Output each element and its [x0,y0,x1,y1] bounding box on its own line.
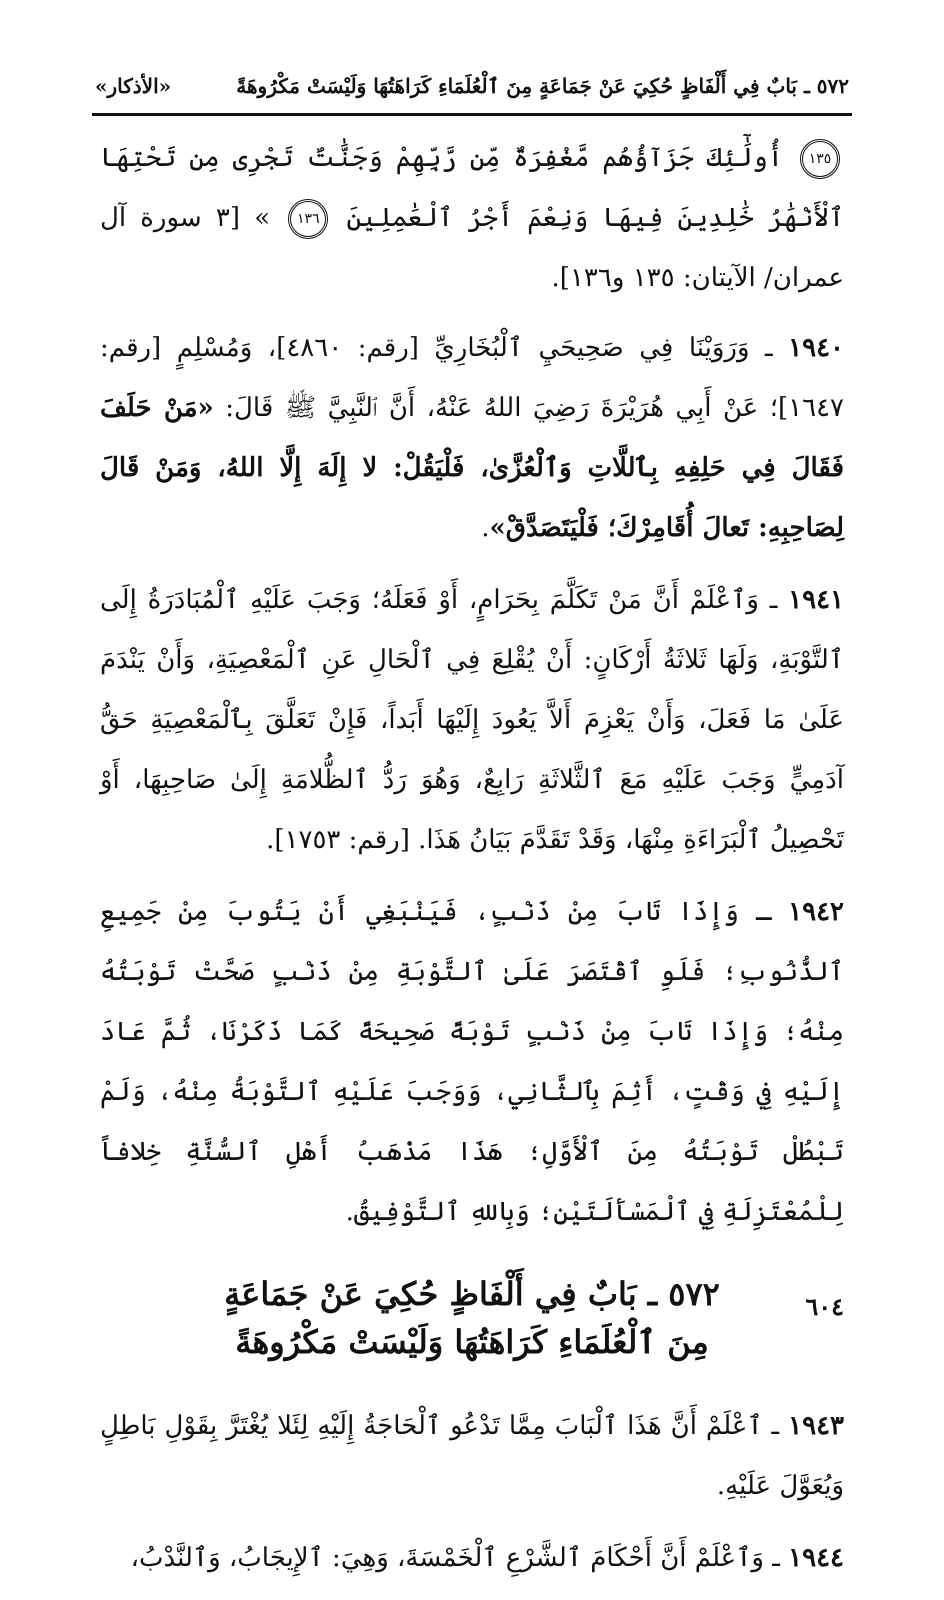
paragraph-1943 [100,1396,844,1516]
book-running-title: «الأذكار» [95,74,172,98]
section-heading-line-2: مِنَ ٱلْعُلَمَاءِ كَرَاهَتُهَا وَلَيْسَتْ مَكْرُوهَةً [235,1323,709,1361]
aya-number-marker: ١٣٦ [288,199,328,239]
paragraph-number: ١٩٤١ [788,585,844,615]
paragraph-number: ١٩٤٢ [788,897,844,927]
paragraph-1942 [100,882,844,1242]
paragraph-text: ـ وَٱعْلَمْ أَنَّ مَنْ تَكَلَّمَ بِحَرَامٍ، أَوْ فَعَلَهُ؛ وَجَبَ عَلَيْهِ ٱلْمُبَادَرَةُ إِلَى ٱلتَّوْبَةِ، وَلَهَا ثَلاثَةُ أَرْكَانٍ: أَنْ يُقْلِعَ فِي ٱلْحَالِ عَنِ ٱلْمَعْصِيَةِ، وَأَنْ يَنْدَمَ عَلَىٰ مَا فَعَلَ، وَأَنْ يَعْزِمَ أَلاَّ يَعُودَ إِلَيْهَا أَبَداً، فَإِنْ تَعَلَّقَ بِٱلْمَعْصِيَةِ حَقُّ آدَمِيٍّ وَجَبَ عَلَيْهِ مَعَ ٱلثَّلاثَةِ رَابِعٌ، وَهُوَ رَدُّ ٱلظُّلامَةِ إِلَىٰ صَاحِبِهَا، أَوْ تَحْصِيلُ ٱلْبَرَاءَةِ مِنْهَا، وَقَدْ تَقَدَّمَ بَيَانُ هَذَا. [رقم: ١٧٥٣]. [100,585,844,855]
paragraph-1944 [100,1528,844,1588]
verse-reference: » [٣ سورة آل عمران/ الآيتان: ١٣٥ و١٣٦]. [100,203,844,293]
page-number: ٦٠٤ [805,1292,844,1321]
chapter-running-title: ٥٧٢ ـ بَابٌ فِي أَلْفَاظٍ حُكِيَ عَنْ جَمَاعَةٍ مِنَ ٱلْعُلَمَاءِ كَرَاهَتُهَا وَلَيْسَتْ مَكْرُوهَةً [236,74,849,98]
paragraph-1941 [100,570,844,870]
paragraph-number: ١٩٤٤ [788,1543,844,1573]
paragraph-text: ـ وَرَوَيْنَا فِي صَحِيحَيِ ٱلْبُخَارِيِّ [رقم: ٤٨٦٠]، وَمُسْلِمٍ [رقم: ١٦٤٧]؛ عَنْ أَبِي هُرَيْرَةَ رَضِيَ اللهُ عَنْهُ، أَنَّ ٱلنَّبِيَّ ﷺ قَالَ: [100,333,844,423]
hadith-quote: «مَنْ حَلَفَ فَقَالَ فِي حَلِفِهِ بِٱللَّاتِ وَٱلْعُزَّىٰ، فَلْيَقُلْ: لا إِلَهَ إِلَّا اللهُ، وَمَنْ قَالَ لِصَاحِبِهِ: تَعالَ أُقَامِرْكَ؛ فَلْيَتَصَدَّقْ» [100,393,844,543]
paragraph-text: ـ وَإِذَا تَابَ مِنْ ذَنْبٍ، فَيَنْبَغِي أَنْ يَتُوبَ مِنْ جَمِيعِ ٱلذُّنُوبِ؛ فَلَوِ ٱقْتَصَرَ عَلَىٰ ٱلتَّوْبَةِ مِنْ ذَنْبٍ صَحَّتْ تَوْبَتُهُ مِنْهُ؛ وَإِذَا تَابَ مِنْ ذَنْبٍ تَوْبَةً صَحِيحَةً كَمَا ذَكَرْنَا، ثُمَّ عَادَ إِلَيْهِ فِي وَقْتٍ، أَثِمَ بِٱلثَّانِي، وَوَجَبَ عَلَيْهِ ٱلتَّوْبَةُ مِنْهُ، وَلَمْ تَبْطُلْ تَوْبَتُهُ مِنَ ٱلْأَوَّلِ؛ هَذَا مَذْهَبُ أَهْلِ ٱلسُّنَّةِ خِلافاً لِلْمُعْتَزِلَةِ فِي ٱلْمَسْأَلَتَيْنِ؛ وَبِاللهِ ٱلتَّوْفِيقُ. [100,897,844,1227]
quran-verse [100,128,844,308]
verse-line-2: وَنِعْمَ أَجْرُ ٱلْعَٰمِلِينَ [346,203,589,233]
header-divider [92,113,852,116]
aya-number-marker: ١٣٥ [800,139,840,179]
paragraph-number: ١٩٤٣ [788,1411,844,1441]
paragraph-end: . [481,513,490,543]
paragraph-text: ـ ٱعْلَمْ أَنَّ هَذَا ٱلْبَابَ مِمَّا تَدْعُو ٱلْحَاجَةُ إِلَيْهِ لِئَلا يُغْتَرَّ بِقَوْلِ بَاطِلٍ وَيُعَوَّلَ عَلَيْهِ. [100,1411,844,1501]
paragraph-number: ١٩٤٠ [788,333,844,363]
paragraph-1940 [100,318,844,558]
section-heading-line-1: ٥٧٢ ـ بَابٌ فِي أَلْفَاظٍ حُكِيَ عَنْ جَمَاعَةٍ [224,1275,720,1313]
paragraph-text: ـ وَٱعْلَمْ أَنَّ أَحْكَامَ ٱلشَّرْعِ ٱلْخَمْسَةَ، وَهِيَ: ٱلإِيجَابُ، وَٱلنَّدْبُ، [130,1543,789,1573]
running-header [95,66,849,106]
verse-line-1: أُولَٰٓئِكَ جَزَآؤُهُم مَّغْفِرَةٌ مِّن رَّبِّهِمْ وَجَنَّٰتٌ تَجْرِى مِن تَحْتِهَا ٱلْأَنْهَٰرُ خَٰلِدِينَ فِيهَا [100,143,845,233]
page-body [100,128,844,1600]
